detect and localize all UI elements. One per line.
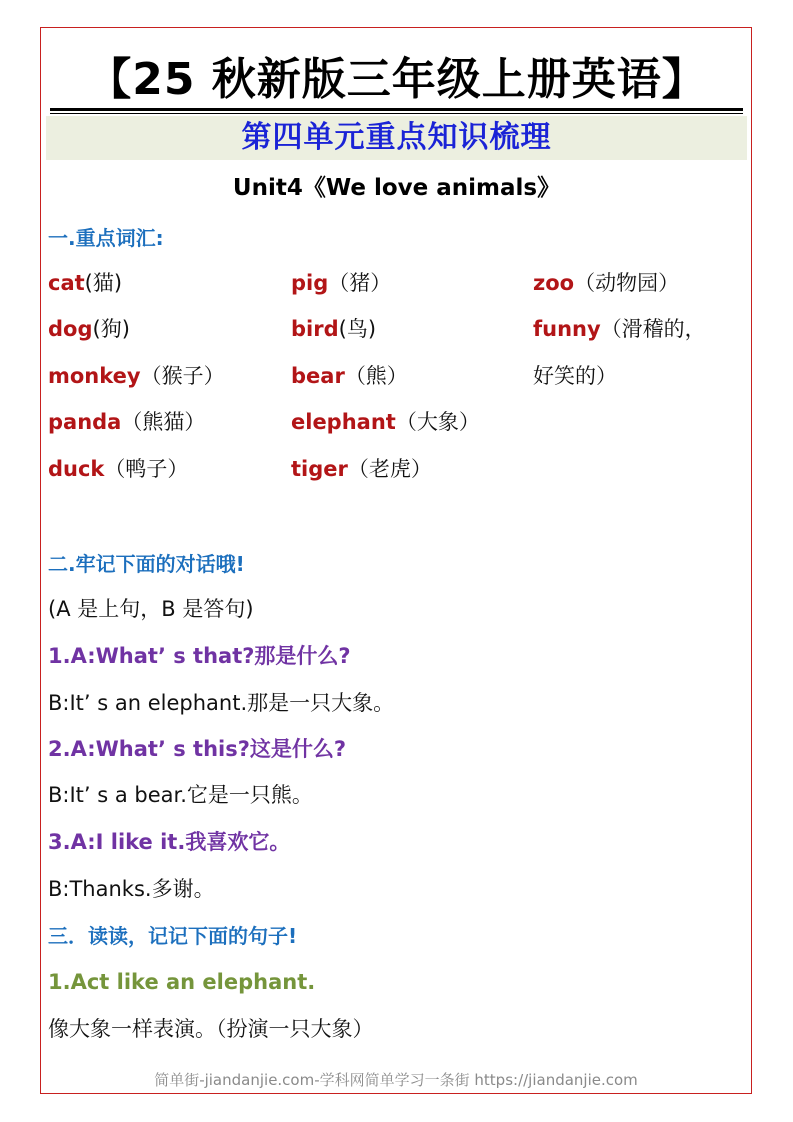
vocab-item: [48, 314, 130, 344]
vocab-en: bird: [291, 317, 339, 341]
vocab-item: [291, 454, 432, 484]
vocab-en: pig: [291, 271, 329, 295]
vocab-en: bear: [291, 364, 345, 388]
vocab-cn: (狗): [92, 317, 130, 341]
sentence-english: 1.Act like an elephant.: [48, 970, 316, 994]
vocab-cn: （滑稽的，: [600, 317, 706, 341]
vocab-en: funny: [533, 317, 601, 341]
vocab-cn: （鸭子）: [104, 457, 189, 481]
vocab-cn: （熊）: [344, 364, 408, 388]
dialogue-answer: B:It’ s an elephant.那是一只大象。: [48, 691, 395, 715]
vocab-en: tiger: [291, 457, 348, 481]
vocab-heading: 一.重点词汇:: [48, 226, 164, 250]
footer-watermark: 简单街-jiandanjie.com-学科网简单学习一条街 https://jiandanjie.com: [154, 1071, 638, 1089]
vocab-item: [48, 268, 122, 298]
dialogue-question: 1.A:What’ s that?那是什么?: [48, 644, 351, 668]
vocab-cn: （大象）: [395, 410, 480, 434]
vocab-item: [533, 361, 617, 391]
vocab-item: [48, 407, 205, 437]
dialogue-heading: 二.牢记下面的对话哦!: [48, 552, 245, 576]
vocab-en: zoo: [533, 271, 575, 295]
dialogue-question: 3.A:I like it.我喜欢它。: [48, 830, 291, 854]
sentence-chinese: 像大象一样表演。（扮演一只大象）: [48, 1017, 374, 1041]
sentences-heading: 三．读读，记记下面的句子!: [48, 924, 298, 948]
vocab-cn: （老虎）: [347, 457, 432, 481]
vocab-cn: (鸟): [338, 317, 377, 341]
vocab-en: monkey: [48, 364, 141, 388]
dialogue-note: (A 是上句，B 是答句): [48, 597, 254, 621]
vocab-item: [291, 314, 376, 344]
dialogue-question: 2.A:What’ s this?这是什么?: [48, 737, 347, 761]
dialogue-answer: B:Thanks.多谢。: [48, 877, 215, 901]
vocab-cn: （猴子）: [140, 364, 225, 388]
vocab-item: [291, 361, 408, 391]
vocab-en: panda: [48, 410, 122, 434]
vocab-item: [533, 268, 679, 298]
vocab-item: [291, 268, 391, 298]
vocab-en: duck: [48, 457, 105, 481]
page-title: 【25 秋新版三年级上册英语】: [87, 54, 707, 105]
vocab-cn: （熊猫）: [121, 410, 206, 434]
vocab-item: [291, 407, 480, 437]
title-rule-thin: [50, 113, 743, 114]
vocab-cn: 好笑的）: [533, 364, 617, 388]
dialogue-answer: B:It’ s a bear.它是一只熊。: [48, 783, 313, 807]
vocab-item: [48, 361, 225, 391]
vocab-en: elephant: [291, 410, 396, 434]
title-rule-thick: [50, 108, 743, 111]
unit-title: Unit4《We love animals》: [232, 175, 561, 201]
vocab-en: cat: [48, 271, 85, 295]
vocab-cn: （动物园）: [574, 271, 680, 295]
vocab-cn: (猫): [84, 271, 123, 295]
vocab-en: dog: [48, 317, 93, 341]
vocab-item: [48, 454, 188, 484]
page-subtitle: 第四单元重点知识梳理: [241, 120, 552, 155]
vocab-item: [533, 314, 706, 344]
vocab-cn: （猪）: [328, 271, 392, 295]
